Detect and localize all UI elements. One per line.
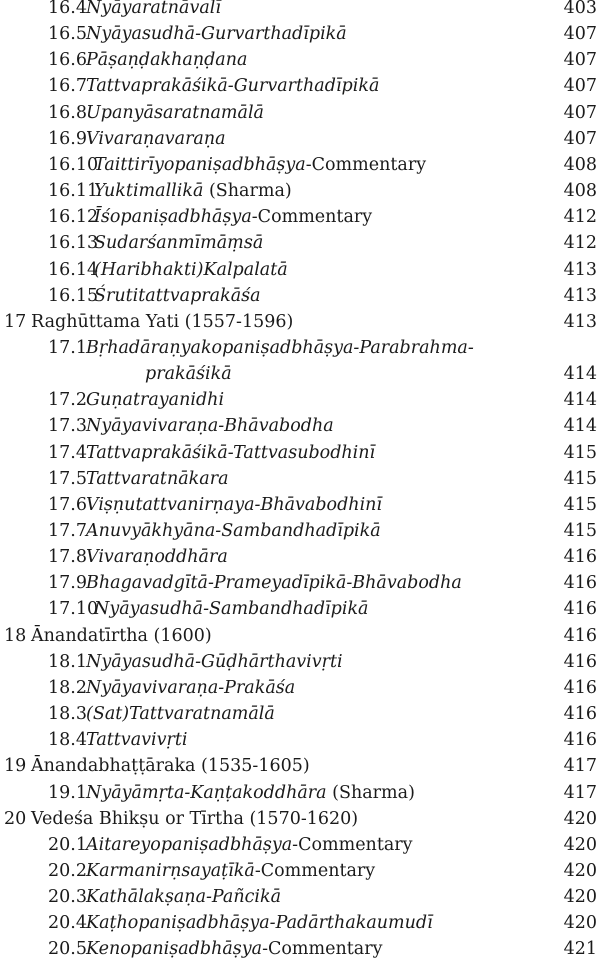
toc-entry-title (31, 753, 310, 779)
toc-title-text: Raghūttama Yati (1557-1596) (31, 311, 294, 332)
toc-work-title: Śrutitattvaprakāśa (94, 285, 261, 306)
toc-section-row[interactable] (0, 178, 600, 204)
toc-title-text: -Commentary (262, 939, 383, 960)
toc-entry-title (86, 21, 347, 47)
toc-work-title: Tattvaprakāśikā-Gurvarthadīpikā (86, 76, 380, 97)
toc-entry-number: 20.2 (48, 860, 87, 881)
toc-entry-title (145, 361, 232, 387)
toc-entry-title (86, 440, 375, 466)
toc-work-title: Nyāyasudhā-Sambandhadīpikā (94, 599, 369, 620)
toc-section-row[interactable] (0, 492, 600, 518)
toc-entry-number: 18 (4, 625, 27, 646)
toc-page-number: 407 (563, 102, 597, 123)
toc-page-number: 415 (563, 468, 597, 489)
toc-work-title: Nyāyavivaraṇa-Bhāvabodha (86, 416, 334, 437)
toc-entry-number: 17.10 (48, 599, 99, 620)
toc-work-title: Aitareyopaniṣadbhāṣya (86, 834, 293, 855)
toc-work-title: Karmanirṇsayaṭīkā (86, 860, 255, 881)
toc-entry-number: 17 (4, 311, 27, 332)
toc-page-number: 403 (563, 0, 597, 18)
toc-work-title: Vivaraṇoddhāra (86, 547, 228, 568)
toc-page-number: 416 (563, 547, 597, 568)
toc-work-title: Kathālakṣaṇa-Pañcikā (86, 887, 282, 908)
toc-work-title: Tattvavivṛti (86, 730, 188, 751)
toc-section-row[interactable] (0, 204, 600, 230)
toc-page-number: 420 (563, 887, 597, 908)
toc-entry-number: 17.6 (48, 494, 87, 515)
toc-section-row[interactable] (0, 570, 600, 596)
toc-entry-title (86, 413, 334, 439)
toc-section-row[interactable] (0, 73, 600, 99)
toc-section-row[interactable] (0, 596, 600, 622)
toc-section-row[interactable] (0, 0, 600, 21)
toc-chapter-row[interactable] (0, 309, 600, 335)
toc-section-row[interactable] (0, 544, 600, 570)
toc-section-row[interactable] (0, 152, 600, 178)
toc-page-number: 408 (563, 154, 597, 175)
toc-entry-title (86, 701, 275, 727)
toc-entry-title (94, 257, 288, 283)
toc-entry-number: 17.8 (48, 547, 87, 568)
toc-work-title: Kenopaniṣadbhāṣya (86, 939, 263, 960)
toc-work-title: Tattvaprakāśikā-Tattvasubodhinī (86, 442, 376, 463)
toc-entry-title (94, 283, 261, 309)
toc-page-number: 417 (563, 782, 597, 803)
toc-page-number: 415 (563, 521, 597, 541)
toc-page-number: 416 (563, 573, 597, 594)
toc-entry-title (94, 204, 372, 230)
toc-section-row[interactable] (0, 21, 600, 47)
toc-section-row[interactable] (0, 335, 600, 361)
toc-work-title: Guṇatrayanidhi (86, 390, 225, 411)
toc-entry-number: 17.2 (48, 390, 87, 411)
toc-work-title: Bhagavadgītā-Prameyadīpikā-Bhāvabodha (86, 573, 462, 594)
toc-work-title: (Sat)Tattvaratnamālā (86, 704, 275, 725)
toc-entry-title (86, 570, 462, 596)
toc-entry-number: 16.10 (48, 154, 99, 175)
toc-entry-title (86, 73, 379, 99)
toc-section-row[interactable] (0, 230, 600, 256)
toc-entry-title (86, 100, 264, 126)
toc-title-text: (Sharma) (203, 181, 292, 202)
toc-work-title: Yuktimallikā (94, 181, 204, 202)
toc-entry-title (86, 858, 375, 884)
toc-section-row[interactable] (0, 413, 600, 439)
toc-page-number: 416 (563, 704, 597, 725)
toc-page-number: 412 (563, 233, 597, 254)
toc-page-number: 408 (563, 181, 597, 202)
toc-entry-title (94, 152, 426, 178)
toc-entry-title (86, 518, 381, 544)
toc-section-row[interactable] (0, 466, 600, 492)
toc-page-number: 413 (563, 259, 597, 280)
toc-page-number: 416 (563, 625, 597, 646)
toc-work-title: Bṛhadāraṇyakopaniṣadbhāṣya-Parabrahma- (86, 337, 474, 358)
toc-entry-title (31, 623, 212, 649)
toc-entry-number: 18.3 (48, 704, 87, 725)
toc-entry-number: 17.5 (48, 468, 87, 489)
toc-work-title: Anuvyākhyāna-Sambandhadīpikā (86, 521, 381, 541)
toc-entry-title (86, 910, 433, 936)
toc-work-title: Viṣṇutattvanirṇaya-Bhāvabodhinī (86, 494, 383, 515)
toc-page-number: 414 (563, 390, 597, 411)
toc-section-row[interactable] (0, 518, 600, 544)
toc-title-text: Vedeśa Bhikṣu or Tīrtha (1570-1620) (31, 808, 359, 829)
toc-section-row[interactable] (0, 910, 600, 936)
toc-page-number: 407 (563, 128, 597, 149)
toc-section-row[interactable] (0, 257, 600, 283)
toc-work-title: Nyāyaratnāvalī (86, 0, 222, 18)
toc-page-number: 416 (563, 730, 597, 751)
toc-page-number: 407 (563, 24, 597, 45)
toc-page-number: 417 (563, 756, 597, 777)
toc-work-title: Nyāyasudhā-Gūḍhārthavivṛti (86, 651, 343, 672)
toc-work-title: Īśopaniṣadbhāṣya (94, 207, 252, 228)
toc-work-title: Tattvaratnākara (86, 468, 229, 489)
toc-work-title: Taittirīyopaniṣadbhāṣya (94, 154, 306, 175)
toc-entry-title (94, 596, 369, 622)
toc-entry-number: 16.15 (48, 285, 99, 306)
toc-work-title: (Haribhakti)Kalpalatā (94, 259, 288, 280)
toc-entry-title (86, 884, 281, 910)
toc-section-row[interactable] (0, 884, 600, 910)
toc-entry-title (86, 126, 226, 152)
toc-entry-number: 19 (4, 756, 27, 777)
toc-entry-title (31, 309, 293, 335)
toc-section-row[interactable] (0, 47, 600, 73)
toc-entry-number: 18.2 (48, 677, 87, 698)
toc-page-number: 415 (563, 494, 597, 515)
toc-section-row[interactable] (0, 675, 600, 701)
toc-section-row[interactable] (0, 283, 600, 309)
toc-entry-title (86, 936, 382, 962)
toc-page-number: 414 (563, 364, 597, 385)
toc-entry-title (86, 649, 343, 675)
toc-work-title: Upanyāsaratnamālā (86, 102, 264, 123)
toc-work-title: Nyāyavivaraṇa-Prakāśa (86, 677, 296, 698)
toc-entry-number: 16.14 (48, 259, 99, 280)
toc-page-number: 413 (563, 285, 597, 306)
toc-page-number: 412 (563, 207, 597, 228)
toc-entry-title (86, 675, 295, 701)
toc-page-number: 416 (563, 651, 597, 672)
toc-chapter-row[interactable] (0, 806, 600, 832)
toc-entry-title (86, 47, 247, 73)
toc-entry-title (31, 806, 358, 832)
toc-entry-title (86, 780, 415, 806)
toc-entry-number: 20 (4, 808, 27, 829)
toc-entry-number: 19.1 (48, 782, 87, 803)
toc-entry-number: 17.1 (48, 337, 87, 358)
toc-section-row[interactable] (0, 361, 600, 387)
toc-page-number: 416 (563, 599, 597, 620)
toc-title-text: -Commentary (254, 860, 376, 881)
toc-entry-number: 20.5 (48, 939, 87, 960)
toc-page-number: 420 (563, 834, 597, 855)
toc-entry-number: 20.4 (48, 913, 87, 934)
toc-entry-number: 16.8 (48, 102, 87, 123)
toc-entry-title (94, 230, 263, 256)
toc-entry-number: 16.13 (48, 233, 99, 254)
toc-chapter-row[interactable] (0, 753, 600, 779)
toc-entry-number: 16.4 (48, 0, 87, 18)
toc-entry-title (94, 178, 292, 204)
toc-work-title: Nyāyasudhā-Gurvarthadīpikā (86, 24, 347, 45)
toc-entry-title (86, 544, 228, 570)
toc-entry-number: 20.1 (48, 834, 87, 855)
toc-page-number: 415 (563, 442, 597, 463)
toc-entry-title (86, 0, 221, 21)
toc-section-row[interactable] (0, 387, 600, 413)
toc-section-row[interactable] (0, 936, 600, 962)
toc-entry-number: 17.9 (48, 573, 87, 594)
toc-page-number: 416 (563, 677, 597, 698)
toc-entry-title (86, 335, 474, 361)
toc-page-number: 420 (563, 860, 597, 881)
toc-page-number: 420 (563, 808, 597, 829)
toc-work-title: Vivaraṇavaraṇa (86, 128, 226, 149)
toc-section-row[interactable] (0, 858, 600, 884)
toc-page-number: 407 (563, 50, 597, 71)
toc-work-title: Sudarśanmīmāṃsā (94, 233, 264, 254)
toc-work-title: Kaṭhopaniṣadbhāṣya-Padārthakaumudī (86, 913, 433, 934)
toc-title-text: -Commentary (251, 207, 373, 228)
toc-entry-number: 20.3 (48, 887, 87, 908)
toc-section-row[interactable] (0, 727, 600, 753)
toc-work-title: Pāṣaṇḍakhaṇḍana (86, 50, 248, 71)
toc-entry-number: 18.1 (48, 651, 87, 672)
toc-entry-number: 16.6 (48, 50, 87, 71)
toc-entry-title (86, 466, 229, 492)
toc-title-text: Ānandabhaṭṭāraka (1535-1605) (31, 756, 310, 777)
toc-entry-number: 16.5 (48, 24, 87, 45)
toc-entry-number: 17.4 (48, 442, 87, 463)
toc-title-text: -Commentary (305, 154, 427, 175)
toc-section-row[interactable] (0, 126, 600, 152)
toc-section-row[interactable] (0, 701, 600, 727)
toc-entry-number: 16.11 (48, 181, 99, 202)
toc-title-text: (Sharma) (326, 782, 415, 803)
toc-entry-title (86, 492, 382, 518)
toc-section-row[interactable] (0, 100, 600, 126)
toc-title-text: -Commentary (292, 834, 413, 855)
toc-entry-number: 16.7 (48, 76, 87, 97)
toc-work-title: Nyāyāmṛta-Kaṇṭakoddhāra (86, 782, 327, 803)
toc-entry-title (86, 727, 188, 753)
toc-entry-number: 16.12 (48, 207, 99, 228)
toc-entry-number: 16.9 (48, 128, 87, 149)
toc-page-number: 414 (563, 416, 597, 437)
toc-section-row[interactable] (0, 649, 600, 675)
toc-entry-number: 17.3 (48, 416, 87, 437)
toc-entry-title (86, 832, 413, 858)
toc-entry-number: 18.4 (48, 730, 87, 751)
toc-page-number: 407 (563, 76, 597, 97)
toc-entry-title (86, 387, 224, 413)
toc-page-number: 421 (563, 939, 597, 960)
toc-section-row[interactable] (0, 440, 600, 466)
toc-page-number: 420 (563, 913, 597, 934)
toc-section-row[interactable] (0, 780, 600, 806)
toc-work-title: prakāśikā (145, 364, 232, 385)
toc-section-row[interactable] (0, 832, 600, 858)
toc-entry-number: 17.7 (48, 521, 87, 541)
toc-chapter-row[interactable] (0, 623, 600, 649)
toc-page-number: 413 (563, 311, 597, 332)
toc-title-text: Ānandatīrtha (1600) (31, 625, 212, 646)
